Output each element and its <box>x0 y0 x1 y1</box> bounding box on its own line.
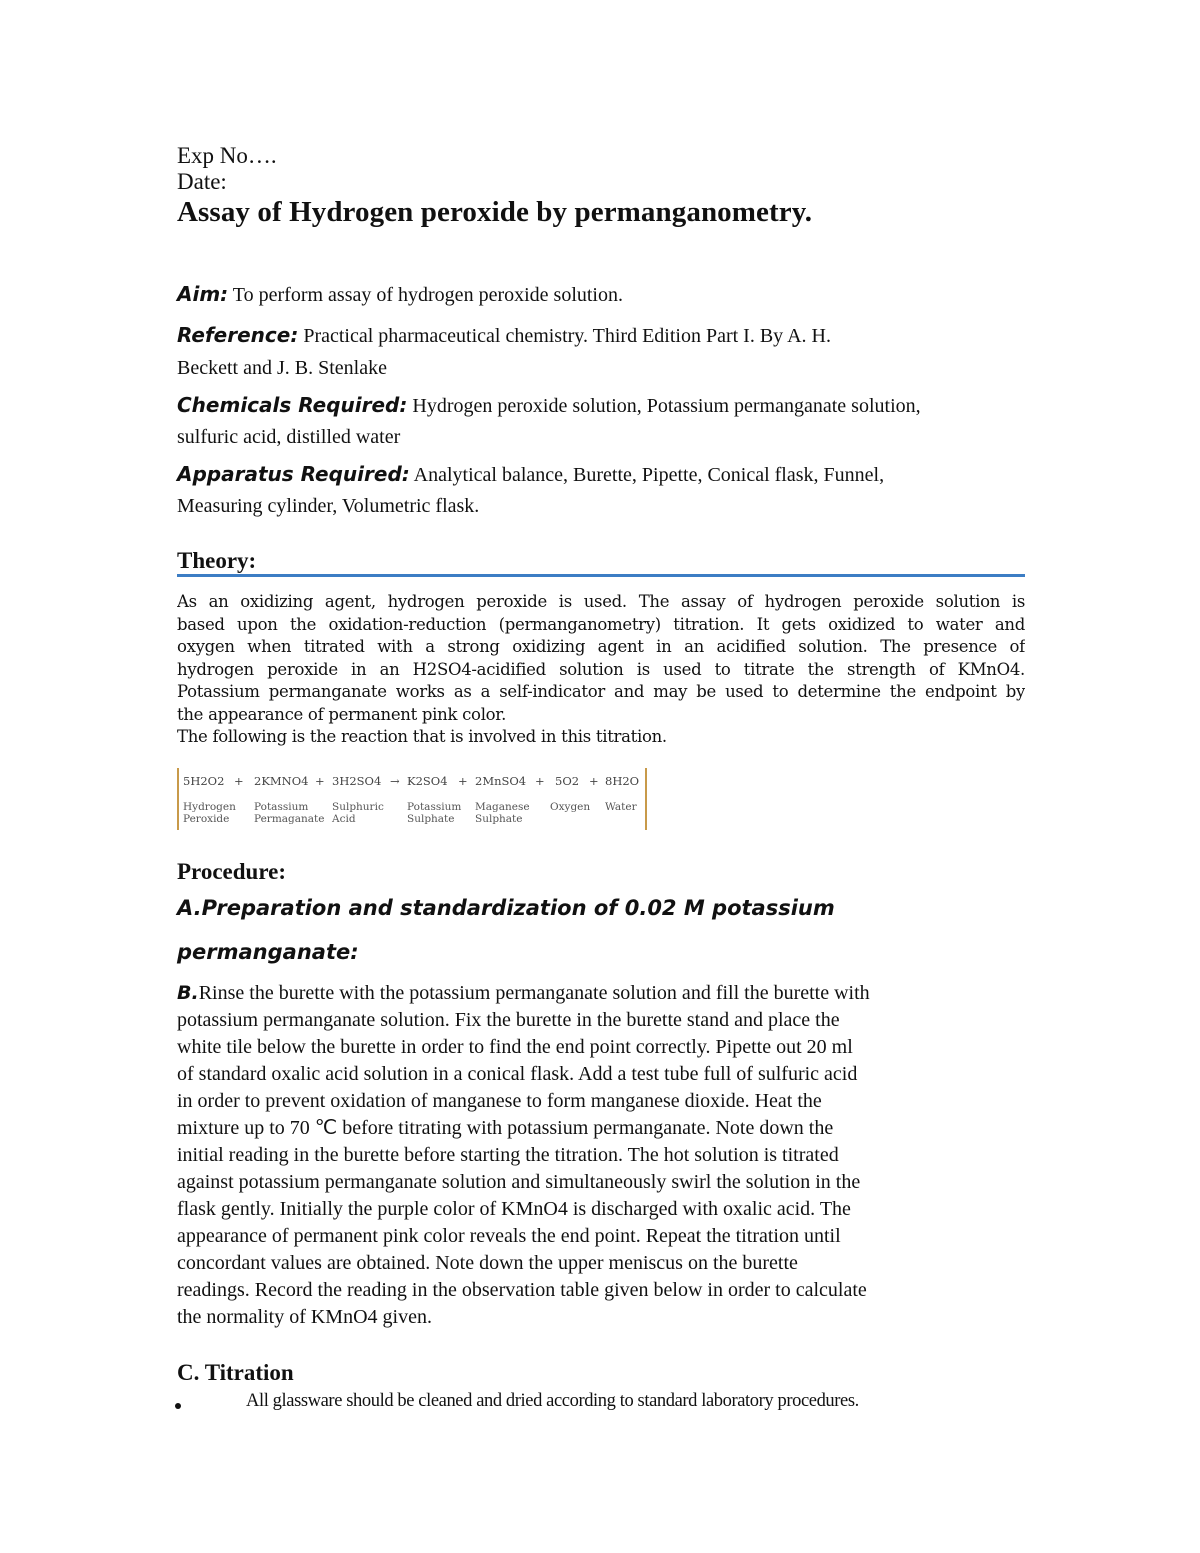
equation-term: 5H2O2 <box>183 774 225 788</box>
theory-line: Potassium permanganate works as a self-indicator and may be used to determine the endpoint by <box>177 682 1025 701</box>
equation-operator: + <box>315 774 325 788</box>
equation-name: Water <box>605 801 637 813</box>
procedure-line: readings. Record the reading in the observation table given below in order to calculate <box>177 1279 867 1301</box>
reference-continued: Beckett and J. B. Stenlake <box>177 357 387 379</box>
theory-heading: Theory: <box>177 548 257 573</box>
procedure-line: the normality of KMnO4 given. <box>177 1306 432 1328</box>
equation-name: Potassium <box>407 801 462 813</box>
procedure-paragraph <box>177 980 992 1331</box>
equation-name: Sulphate <box>407 813 455 825</box>
theory-divider <box>177 574 1025 577</box>
procedure-subheading-a: A.Preparation and standardization of 0.02 M potassium <box>177 896 835 920</box>
apparatus-continued: Measuring cylinder, Volumetric flask. <box>177 495 480 517</box>
theory-line: As an oxidizing agent, hydrogen peroxide is used. The assay of hydrogen peroxide solution is <box>177 592 1025 611</box>
equation-name: Sulphate <box>475 813 523 825</box>
procedure-line: appearance of permanent pink color reveals the end point. Repeat the titration until <box>177 1225 841 1247</box>
procedure-line: against potassium permanganate solution and simultaneously swirl the solution in the <box>177 1171 861 1193</box>
theory-line: hydrogen peroxide in an H2SO4-acidified solution is used to titrate the strength of KMnO4. <box>177 659 1025 679</box>
theory-line: the appearance of permanent pink color. <box>177 704 507 724</box>
apparatus-line <box>177 457 884 492</box>
theory-line: oxygen when titrated with a strong oxidizing agent in an acidified solution. The presence of <box>177 637 1025 656</box>
procedure-line: mixture up to 70 ℃ before titrating with potassium permanganate. Note down the <box>177 1117 834 1139</box>
procedure-line: potassium permanganate solution. Fix the burette in the burette stand and place the <box>177 1009 840 1031</box>
equation-operator: + <box>589 774 599 788</box>
equation-names <box>179 768 645 830</box>
reference-text: Practical pharmaceutical chemistry. Third Edition Part I. By A. H. <box>298 325 831 347</box>
theory-paragraph <box>177 591 1025 749</box>
bullet-icon <box>175 1403 181 1409</box>
procedure-line: initial reading in the burette before starting the titration. The hot solution is titrated <box>177 1144 839 1166</box>
procedure-line: in order to prevent oxidation of manganese to form manganese dioxide. Heat the <box>177 1090 822 1112</box>
equation-name: Maganese <box>475 801 530 813</box>
equation-operator: + <box>458 774 468 788</box>
apparatus-label: Apparatus Required: <box>177 462 410 486</box>
aim-label: Aim: <box>177 282 229 306</box>
date-label: Date: <box>177 169 227 194</box>
equation-operator: + <box>535 774 545 788</box>
exp-no: Exp No…. <box>177 143 277 168</box>
equation-operator: + <box>234 774 244 788</box>
equation-term: K2SO4 <box>407 774 448 788</box>
aim-line <box>177 277 623 312</box>
equation-name: Hydrogen <box>183 801 236 813</box>
equation-name: Permaganate <box>254 813 325 825</box>
procedure-line: B.Rinse the burette with the potassium permanganate solution and fill the burette with <box>177 982 870 1004</box>
aim-text: To perform assay of hydrogen peroxide solution. <box>228 284 623 306</box>
procedure-heading: Procedure: <box>177 859 287 884</box>
procedure-line: concordant values are obtained. Note down the upper meniscus on the burette <box>177 1252 798 1274</box>
reference-label: Reference: <box>177 323 299 347</box>
procedure-line: of standard oxalic acid solution in a conical flask. Add a test tube full of sulfuric acid <box>177 1063 858 1085</box>
chemicals-label: Chemicals Required: <box>177 393 408 417</box>
procedure-line: flask gently. Initially the purple color of KMnO4 is discharged with oxalic acid. The <box>177 1198 851 1220</box>
equation-term: 5O2 <box>555 774 580 788</box>
procedure-line: white tile below the burette in order to find the end point correctly. Pipette out 20 ml <box>177 1036 853 1058</box>
page-title: Assay of Hydrogen peroxide by permanganometry. <box>177 196 813 228</box>
chemicals-continued: sulfuric acid, distilled water <box>177 426 401 448</box>
equation-name: Potassium <box>254 801 309 813</box>
procedure-subheading-a-continued: permanganate: <box>177 940 359 964</box>
chemicals-line <box>177 388 921 423</box>
chemicals-text: Hydrogen peroxide solution, Potassium permanganate solution, <box>407 395 921 417</box>
apparatus-text: Analytical balance, Burette, Pipette, Conical flask, Funnel, <box>409 464 885 486</box>
equation-name: Sulphuric <box>332 801 384 813</box>
equation-term: 2KMNO4 <box>254 774 309 788</box>
equation-name: Acid <box>332 813 356 825</box>
theory-line: based upon the oxidation-reduction (permanganometry) titration. It gets oxidized to water and <box>177 614 1025 634</box>
theory-line: The following is the reaction that is involved in this titration. <box>177 727 667 746</box>
reaction-equation <box>177 768 647 830</box>
equation-term: 2MnSO4 <box>475 774 527 788</box>
titration-heading: C. Titration <box>177 1360 294 1385</box>
equation-name: Peroxide <box>183 813 230 825</box>
procedure-b-label: B. <box>177 982 199 1004</box>
titration-bullet: All glassware should be cleaned and dried according to standard laboratory procedures. <box>246 1391 859 1411</box>
equation-name: Oxygen <box>550 801 591 813</box>
equation-arrow: → <box>390 774 400 788</box>
equation-term: 8H2O <box>605 774 640 788</box>
equation-term: 3H2SO4 <box>332 774 382 788</box>
reference-line <box>177 318 831 353</box>
